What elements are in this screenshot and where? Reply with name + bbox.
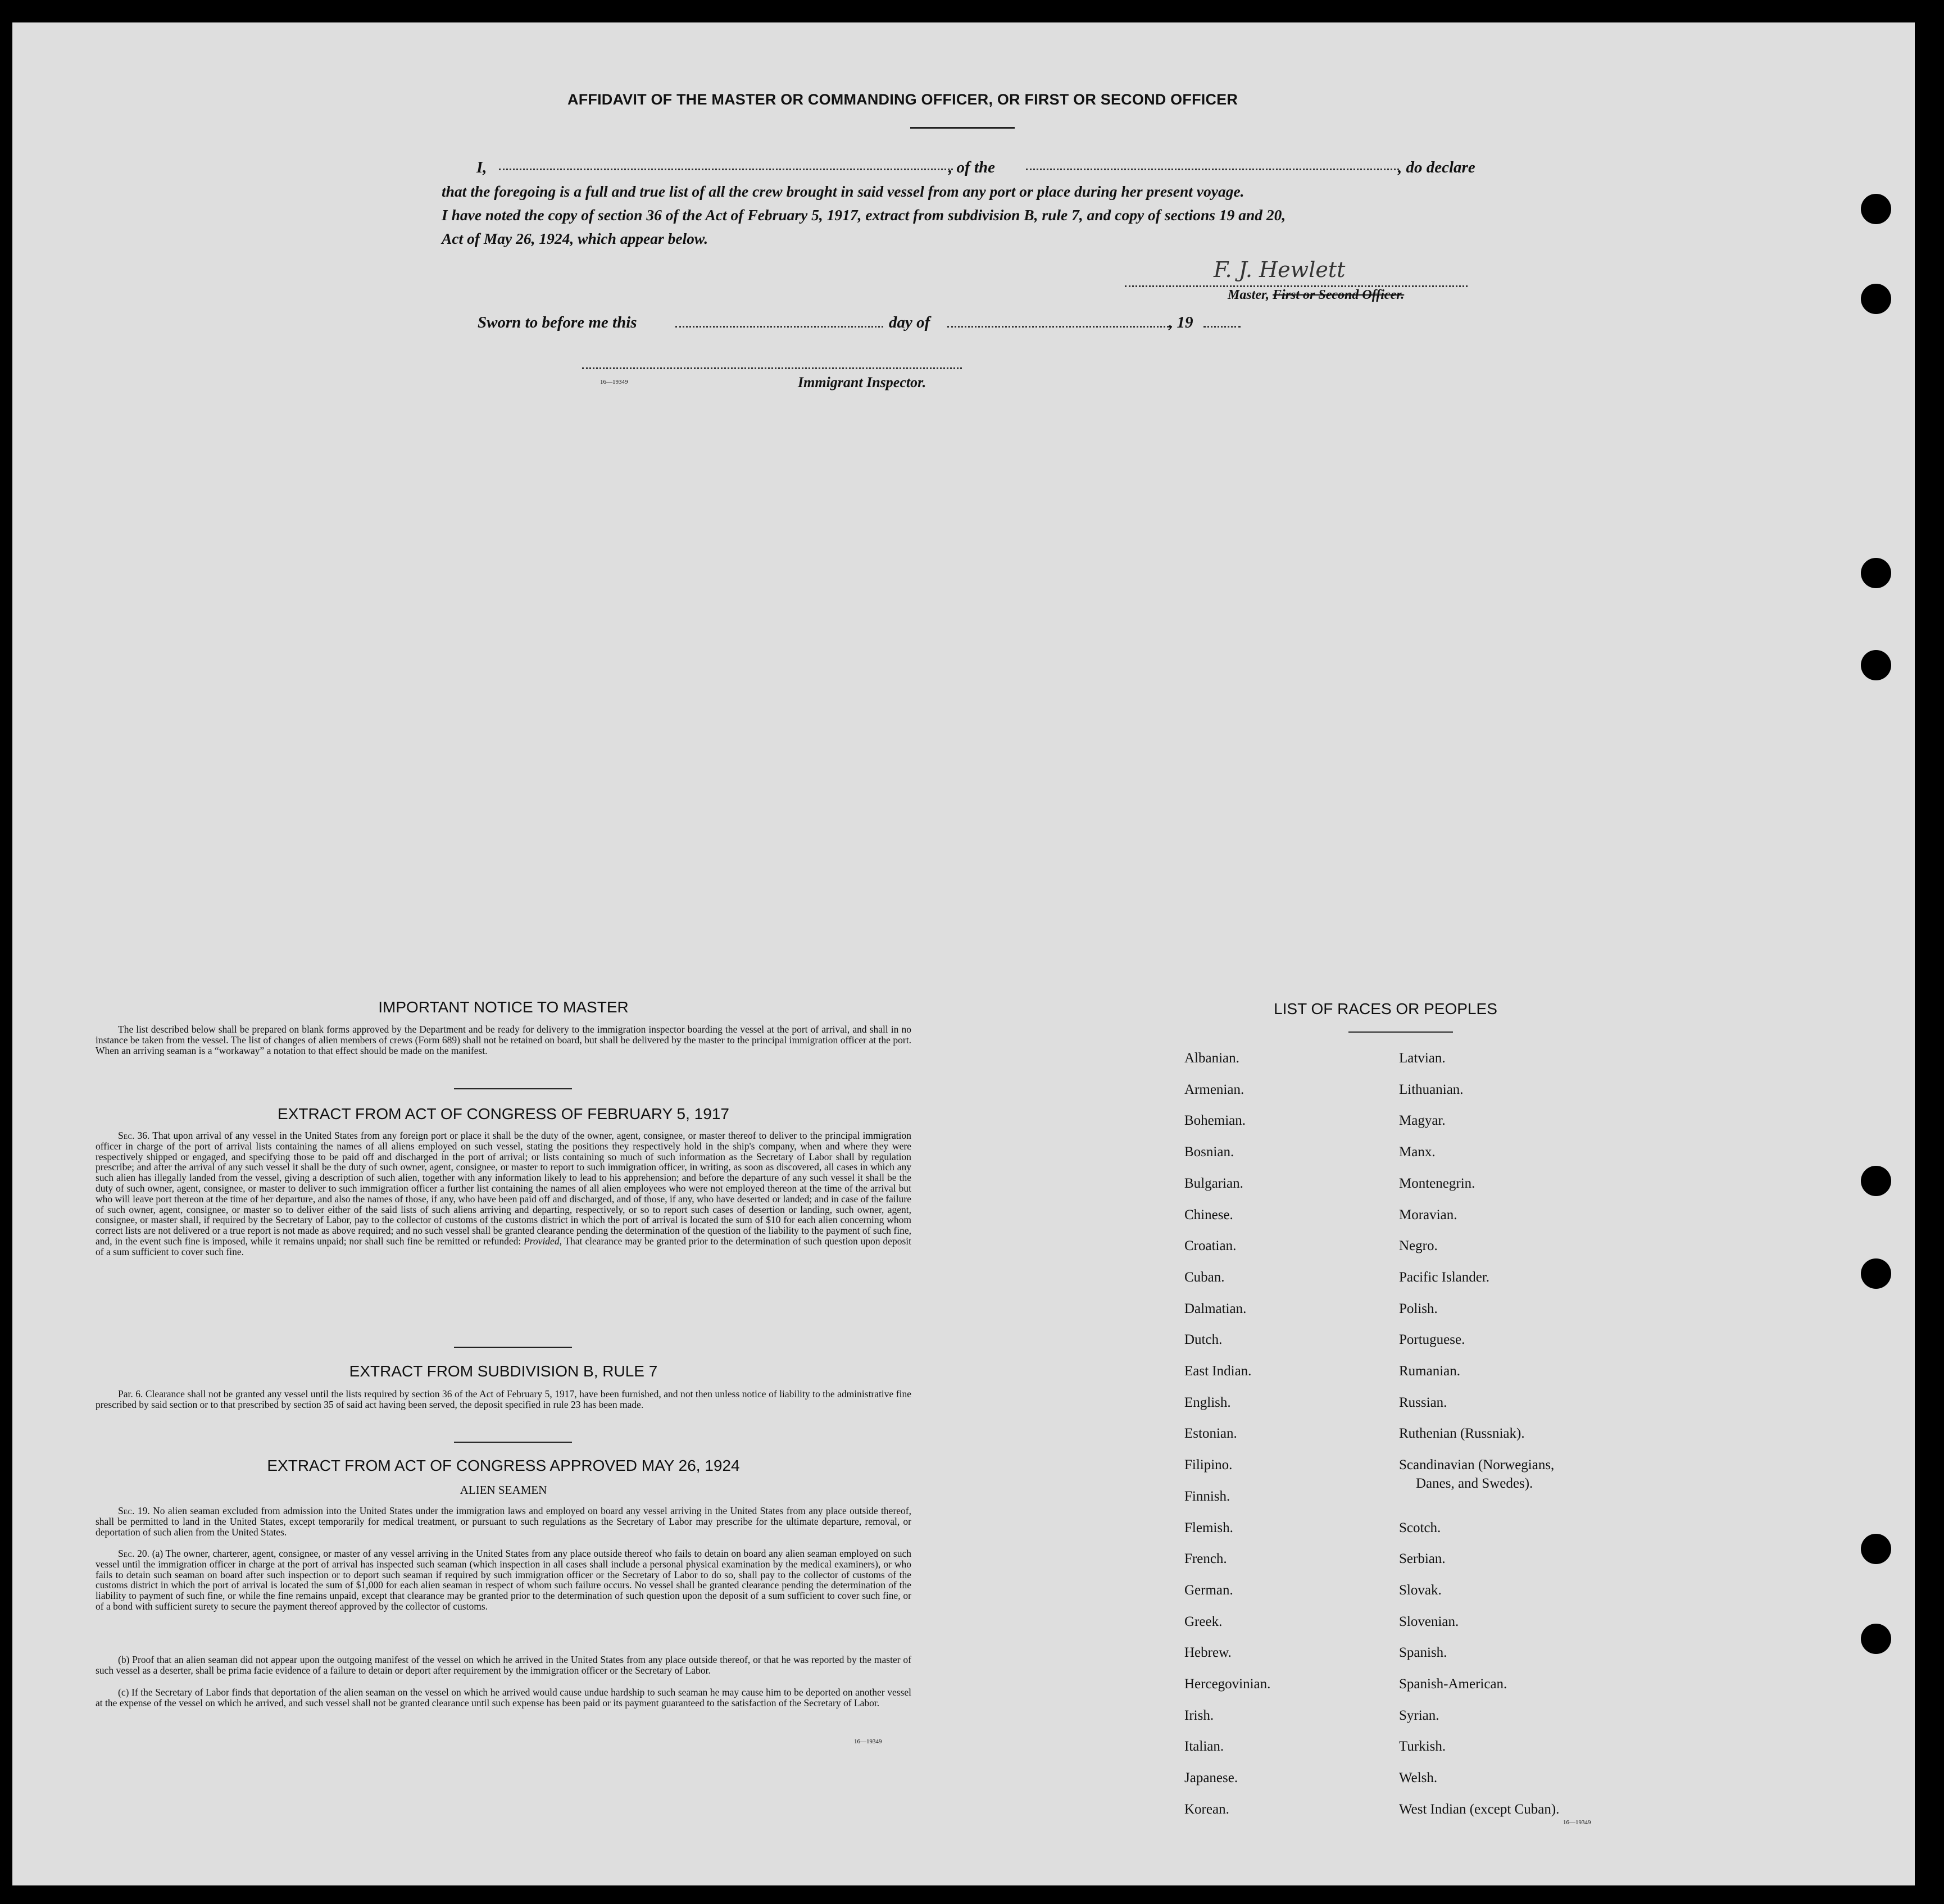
name-field[interactable]: [499, 169, 953, 170]
sworn-day-field[interactable]: [675, 326, 883, 328]
race-item: Ruthenian (Russniak).: [1399, 1426, 1525, 1442]
race-item: Magyar.: [1399, 1113, 1446, 1129]
race-item: Slovenian.: [1399, 1614, 1459, 1629]
binder-hole: [1861, 1624, 1891, 1654]
race-item: Chinese.: [1184, 1207, 1233, 1223]
race-item: Lithuanian.: [1399, 1081, 1464, 1097]
notice-text: The list described below shall be prepared on blank forms approved by the Department and be ready for delivery to the immigration inspector boarding the vessel at the port of arrival, and shall in no instance be taken from the vessel. The list of changes of alien members of crews (Form 689) shall not be retained on board, but shall be delivered by the master to the principal immigration officer at the port. When an arriving seaman is a “workaway” a notation to that effect should be made on the manifest.: [96, 1024, 911, 1056]
race-item: Bulgarian.: [1184, 1175, 1243, 1191]
decl-i: I,: [476, 158, 487, 176]
races-title-underline: [1348, 1031, 1453, 1033]
sec19-text: [96, 1506, 911, 1537]
affidavit-title: AFFIDAVIT OF THE MASTER OR COMMANDING OFFICER, OR FIRST OR SECOND OFFICER: [567, 91, 1238, 108]
race-item: Flemish.: [1184, 1520, 1233, 1535]
master-signature: F. J. Hewlett: [1214, 257, 1346, 282]
sworn-label: Sworn to before me this: [478, 313, 637, 331]
race-item: Bosnian.: [1184, 1144, 1234, 1160]
race-item: Armenian.: [1184, 1081, 1244, 1097]
race-item: Rumanian.: [1399, 1364, 1461, 1379]
binder-hole: [1861, 558, 1891, 588]
race-item: Finnish.: [1184, 1488, 1230, 1504]
race-item: Scotch.: [1399, 1520, 1441, 1535]
binder-hole: [1861, 650, 1891, 680]
signature-field[interactable]: [1125, 285, 1468, 287]
race-item: Bohemian.: [1184, 1113, 1246, 1129]
race-item: Hercegovinian.: [1184, 1676, 1271, 1692]
rule7-text: Par. 6. Clearance shall not be granted any vessel until the lists required by section 36 of the Act of February 5, 1917, have been furnished, and not then unless notice of liability to the administrative fine prescribed by said section or to that prescribed by section 35 of said act having been served, the deposit specified in rule 23 has been made.: [96, 1388, 911, 1410]
race-item: Croatian.: [1184, 1238, 1237, 1254]
races-title: LIST OF RACES OR PEOPLES: [1274, 1000, 1497, 1017]
sec20c-text: (c) If the Secretary of Labor finds that deportation of the alien seaman on the vessel on which he arrived would cause undue hardship to such seaman he may cause him to be deported on another vessel at the expense of the vessel on which he arrived, and such vessel shall not be granted clearance until such expense has been paid or its payment guaranteed to the satisfaction of the Secretary of Labor.: [96, 1687, 911, 1708]
race-item: Scandinavian (Norwegians,: [1399, 1457, 1555, 1473]
race-item: Estonian.: [1184, 1426, 1237, 1442]
binder-hole: [1861, 1166, 1891, 1196]
sec20a-body: (a) The owner, charterer, agent, consignee, or master of any vessel arriving in the United States from any place outside thereof who fails to detain on board any alien seaman employed on such vessel until the immigration officer in charge at the port of arrival has inspected such seaman (which inspection in all cases shall include a personal physical examination by the medical examiners), or who fails to detain such seaman on board after such inspection or to deport such seaman if required by such immigration officer or the Secretary of Labor to do so, shall pay to the collector of customs of the customs district in which the port of arrival is located the sum of $1,000 for each alien seaman in respect of whom such failure occurs. No vessel shall be granted clearance pending the determination of the liability to payment of such fine, or while the fine remains unpaid, except that clearance may be granted prior to the determination of such question upon the deposit of a sum sufficient to cover such fine, or of a bond with sufficient surety to secure the payment thereof approved by the collector of customs.: [96, 1548, 911, 1612]
extract-1917-sec36: [96, 1130, 911, 1257]
rule7-title: EXTRACT FROM SUBDIVISION B, RULE 7: [349, 1362, 658, 1380]
race-item: Italian.: [1184, 1739, 1224, 1755]
race-item: Polish.: [1399, 1301, 1438, 1316]
race-item: Manx.: [1399, 1144, 1436, 1160]
sec20a-text: [96, 1548, 911, 1612]
race-item: Filipino.: [1184, 1457, 1233, 1473]
binder-hole: [1861, 194, 1891, 224]
decl-of-the: , of the: [948, 158, 995, 176]
race-item: Pacific Islander.: [1399, 1269, 1490, 1285]
alien-seamen-subtitle: ALIEN SEAMEN: [460, 1483, 547, 1497]
caption-master: Master,: [1228, 288, 1273, 302]
divider: [454, 1347, 572, 1348]
sworn-day-of: day of: [889, 313, 930, 331]
sec20b-text: (b) Proof that an alien seaman did not appear upon the outgoing manifest of the vessel on which he arrived in the United States from any place outside thereof, or that he was reported by the master of such vessel as a deserter, shall be prima facie evidence of a failure to detain or deport after requirement by the immigration officer or the Secretary of Labor.: [96, 1654, 911, 1676]
race-item: Portuguese.: [1399, 1332, 1465, 1348]
signature-caption: [1228, 288, 1404, 303]
decl-do-declare: , do declare: [1398, 158, 1475, 176]
vessel-field[interactable]: [1026, 169, 1399, 170]
race-item: Moravian.: [1399, 1207, 1457, 1223]
race-item: German.: [1184, 1582, 1233, 1598]
race-item: Montenegrin.: [1399, 1175, 1475, 1191]
sworn-month-field[interactable]: [947, 326, 1172, 328]
sec19-body: No alien seaman excluded from admission into the United States under the immigration laws and employed on board any vessel arriving in the United States from any place outside thereof, shall be permitted to land in the United States, except temporarily for medical treatment, or pursuant to such regulations as the Secretary of Labor may prescribe for the ultimate departure, removal, or deportation of such alien from the United States.: [96, 1505, 911, 1538]
race-item: French.: [1184, 1551, 1227, 1567]
title-underline: [910, 127, 1015, 129]
sec36-text-a: That upon arrival of any vessel in the United States from any foreign port or place it shall be the duty of the owner, agent, consignee, or master thereof to deliver to the principal immigration officer in charge of the port of arrival lists containing the names of all aliens employed on such vessel, stating the positions they respectively hold in the ship's company, when and where they were respectively shipped or engaged, and specifying those to be paid off and discharged in the port of arrival; or lists containing so much of such information as the Secretary of Labor shall by regulation prescribe; and after the arrival of any such vessel it shall be the duty of such owner, agent, consignee, or master to report to such immigration officer, in writing, as soon as discovered, all cases in which any such alien has illegally landed from the vessel, giving a description of such alien, together with any information likely to lead to his apprehension; and before the departure of any such vessel it shall be the duty of such owner, agent, consignee, or master to deliver to such immigration officer a further list containing the names of all alien employees who were not employed thereon at the time of the arrival but who will leave port thereon at the time of her departure, and also the names of those, if any, who have been paid off and discharged, and of those, if any, who have deserted or landed; and in case of the failure of such owner, agent, consignee, or master so to deliver either of the said lists of such aliens arriving and departing, respectively, or so to report such cases of desertion or landing, such owner, agent, consignee, or master shall, if required by the Secretary of Labor, pay to the collector of customs of the customs district in which the port of arrival is located the sum of $10 for each alien concerning whom correct lists are not delivered or a true report is not made as above required; and no such vessel shall be granted clearance pending the determination of the question of the liability to the payment of such fine, and, in the event such fine is imposed, while it remains unpaid; nor shall such fine be remitted or refunded:: [96, 1130, 912, 1247]
race-item: Irish.: [1184, 1707, 1214, 1723]
race-item: Cuban.: [1184, 1269, 1225, 1285]
binder-hole: [1861, 284, 1891, 314]
caption-struck-officer: First or Second Officer.: [1273, 288, 1405, 302]
race-item: West Indian (except Cuban).: [1399, 1801, 1560, 1817]
extract-form-number: 16—19349: [854, 1738, 882, 1745]
race-item: Slovak.: [1399, 1582, 1442, 1598]
inspector-label: Immigrant Inspector.: [798, 374, 926, 390]
binder-hole: [1861, 1534, 1891, 1564]
sec36-provided: Provided,: [524, 1235, 562, 1247]
race-item: Russian.: [1399, 1394, 1447, 1410]
race-item: Latvian.: [1399, 1051, 1446, 1066]
notice-title: IMPORTANT NOTICE TO MASTER: [378, 998, 629, 1016]
race-item: Dalmatian.: [1184, 1301, 1247, 1316]
race-item: East Indian.: [1184, 1364, 1252, 1379]
sec20-label: Sec. 20.: [118, 1548, 150, 1559]
race-item: Dutch.: [1184, 1332, 1223, 1348]
sec19-label: Sec. 19.: [118, 1505, 150, 1516]
race-item: Greek.: [1184, 1614, 1223, 1629]
race-item: Serbian.: [1399, 1551, 1446, 1567]
race-item: Korean.: [1184, 1801, 1229, 1817]
sworn-year-prefix: , 19: [1169, 313, 1193, 331]
races-form-number: 16—19349: [1563, 1819, 1591, 1826]
extract-1917-title: EXTRACT FROM ACT OF CONGRESS OF FEBRUARY 5, 1917: [278, 1105, 729, 1123]
extract-1924-title: EXTRACT FROM ACT OF CONGRESS APPROVED MAY 26, 1924: [267, 1457, 740, 1474]
race-item: Hebrew.: [1184, 1645, 1232, 1661]
binder-hole: [1861, 1258, 1891, 1289]
divider: [454, 1088, 572, 1089]
affidavit-form-number: 16—19349: [600, 379, 628, 385]
race-item: Spanish.: [1399, 1645, 1447, 1661]
race-item: Turkish.: [1399, 1739, 1446, 1755]
race-item: Welsh.: [1399, 1770, 1438, 1786]
race-item: Syrian.: [1399, 1707, 1439, 1723]
sec36-label: Sec. 36.: [118, 1130, 150, 1141]
sec36-text-b: That clearance may be granted prior to the determination of such question upon deposit of a sum sufficient to cover such fine.: [96, 1235, 911, 1257]
race-item: English.: [1184, 1394, 1231, 1410]
decl-line-4: Act of May 26, 1924, which appear below.: [442, 230, 708, 247]
decl-line-2: that the foregoing is a full and true list of all the crew brought in said vessel from any port or place during her present voyage.: [442, 183, 1244, 200]
race-item: Spanish-American.: [1399, 1676, 1507, 1692]
sworn-year-field[interactable]: [1203, 326, 1241, 328]
race-item: Albanian.: [1184, 1051, 1239, 1066]
race-item: Japanese.: [1184, 1770, 1238, 1786]
race-item: Danes, and Swedes).: [1416, 1476, 1533, 1492]
decl-line-3: I have noted the copy of section 36 of the Act of February 5, 1917, extract from subdivision B, rule 7, and copy of sections 19 and 20,: [442, 206, 1286, 224]
divider: [454, 1442, 572, 1443]
inspector-signature-field[interactable]: [582, 367, 962, 369]
race-item: Negro.: [1399, 1238, 1438, 1254]
